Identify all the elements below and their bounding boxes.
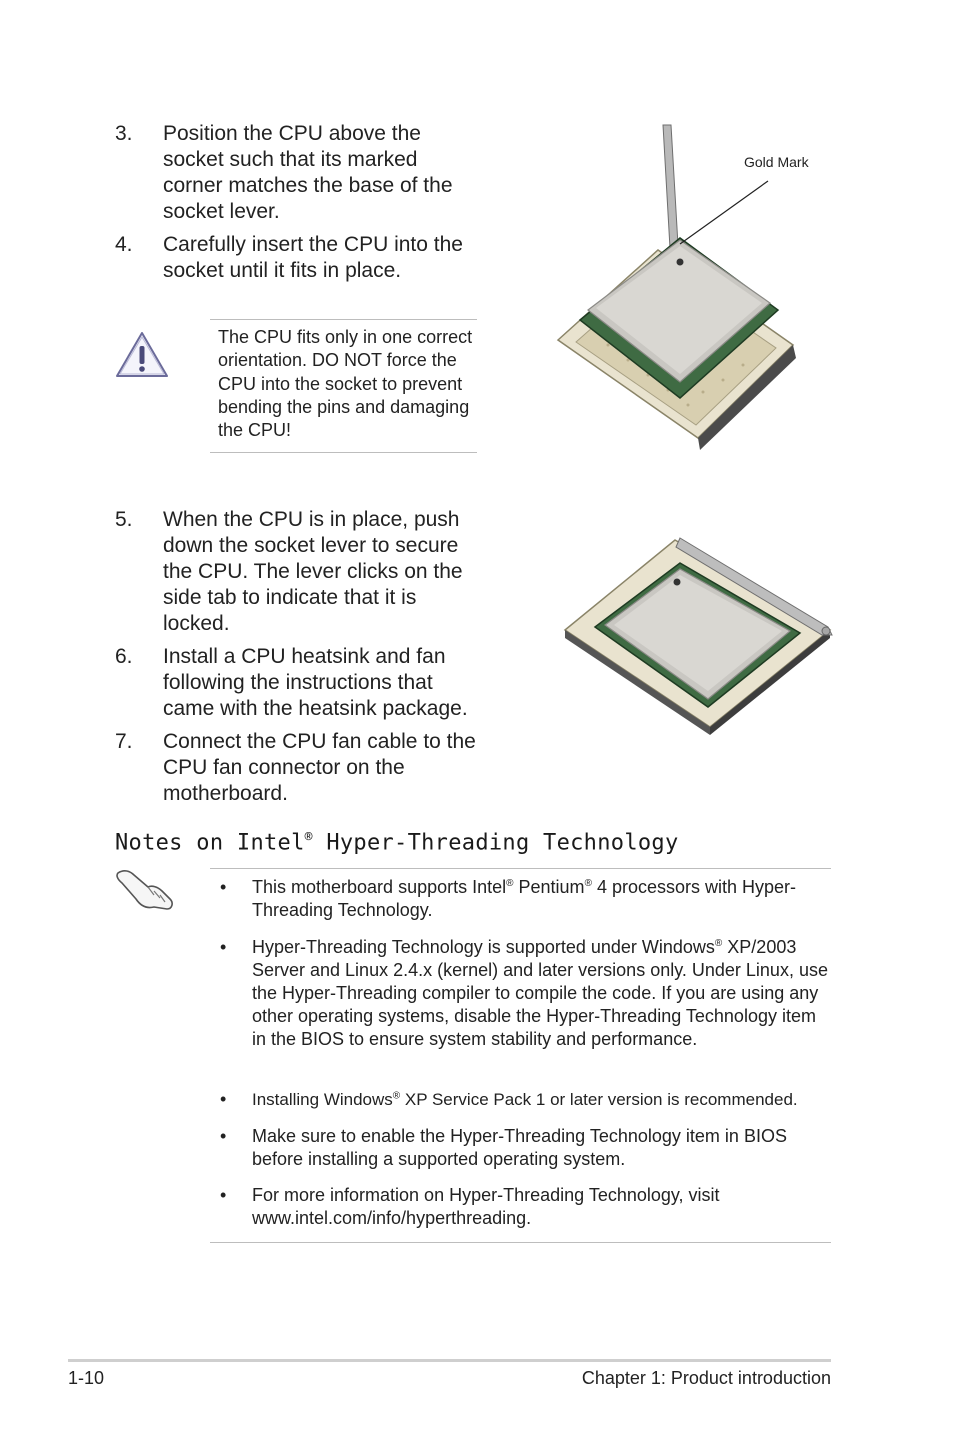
note-text-part: This motherboard supports Intel <box>252 877 507 897</box>
gold-mark-label: Gold Mark <box>744 154 809 170</box>
cpu-locked-figure <box>560 535 840 735</box>
section-heading <box>115 830 679 855</box>
step-number: 6. <box>115 645 133 668</box>
step-text: Carefully insert the CPU into the socket until it fits in place. <box>163 233 463 282</box>
caution-box <box>210 319 477 453</box>
note-text <box>252 1088 832 1111</box>
note-text-part: Hyper-Threading Technology is supported under Windows <box>252 937 715 957</box>
bullet: • <box>220 1089 227 1109</box>
registered-mark: ® <box>714 938 723 949</box>
note-text: Make sure to enable the Hyper-Threading Technology item in BIOS before installing a supported operating system. <box>252 1126 787 1169</box>
registered-mark: ® <box>584 878 592 889</box>
step-number: 3. <box>115 122 133 145</box>
step-text: Install a CPU heatsink and fan following the instructions that came with the heatsink package. <box>163 645 468 720</box>
heading-part2: Hyper-Threading Technology <box>312 830 679 856</box>
note-text-part: XP Service Pack 1 or later version is recommended. <box>400 1090 798 1109</box>
gold-mark-pointer-line <box>678 180 770 246</box>
step-text: Position the CPU above the socket such that its marked corner matches the base of the socket lever. <box>163 122 453 223</box>
registered-mark: ® <box>392 1090 401 1102</box>
note-text-part: Installing Windows <box>252 1090 393 1109</box>
caution-text: The CPU fits only in one correct orientation. DO NOT force the CPU into the socket to prevent bending the pins and damaging the CPU! <box>218 327 473 441</box>
step-number: 5. <box>115 508 133 531</box>
pointing-hand-icon <box>114 867 176 913</box>
footer-divider <box>68 1359 831 1362</box>
note-text: For more information on Hyper-Threading Technology, visit www.intel.com/info/hyperthreading. <box>252 1185 720 1228</box>
step-text: Connect the CPU fan cable to the CPU fan connector on the motherboard. <box>163 730 476 805</box>
note-text-part: 4 processors with Hyper-Threading Technology. <box>252 877 797 920</box>
page-number: 1-10 <box>68 1368 105 1388</box>
bullet: • <box>220 937 227 957</box>
note-text-part: XP/2003 Server and Linux 2.4.x (kernel) and later versions only. Under Linux, use the Hyper-Threading compiler to compile the code. If you are using any other operating systems, disable the Hyper-Threading Technology item in the BIOS to ensure system stability and performance. <box>252 937 828 1049</box>
registered-mark: ® <box>506 878 514 889</box>
step-text: When the CPU is in place, push down the socket lever to secure the CPU. The lever clicks on the side tab to indicate that it is locked. <box>163 508 463 635</box>
heading-part1: Notes on Intel <box>115 830 305 856</box>
registered-mark: ® <box>304 830 313 845</box>
note-text <box>252 936 832 1051</box>
notes-box <box>210 868 831 1243</box>
chapter-title: Chapter 1: Product introduction <box>581 1368 831 1388</box>
note-text-part: Pentium <box>513 877 585 897</box>
bullet: • <box>220 1185 227 1205</box>
step-number: 7. <box>115 730 133 753</box>
note-text <box>252 876 832 922</box>
bullet: • <box>220 877 227 897</box>
step-number: 4. <box>115 233 133 256</box>
warning-triangle-icon <box>114 330 170 380</box>
bullet: • <box>220 1126 227 1146</box>
